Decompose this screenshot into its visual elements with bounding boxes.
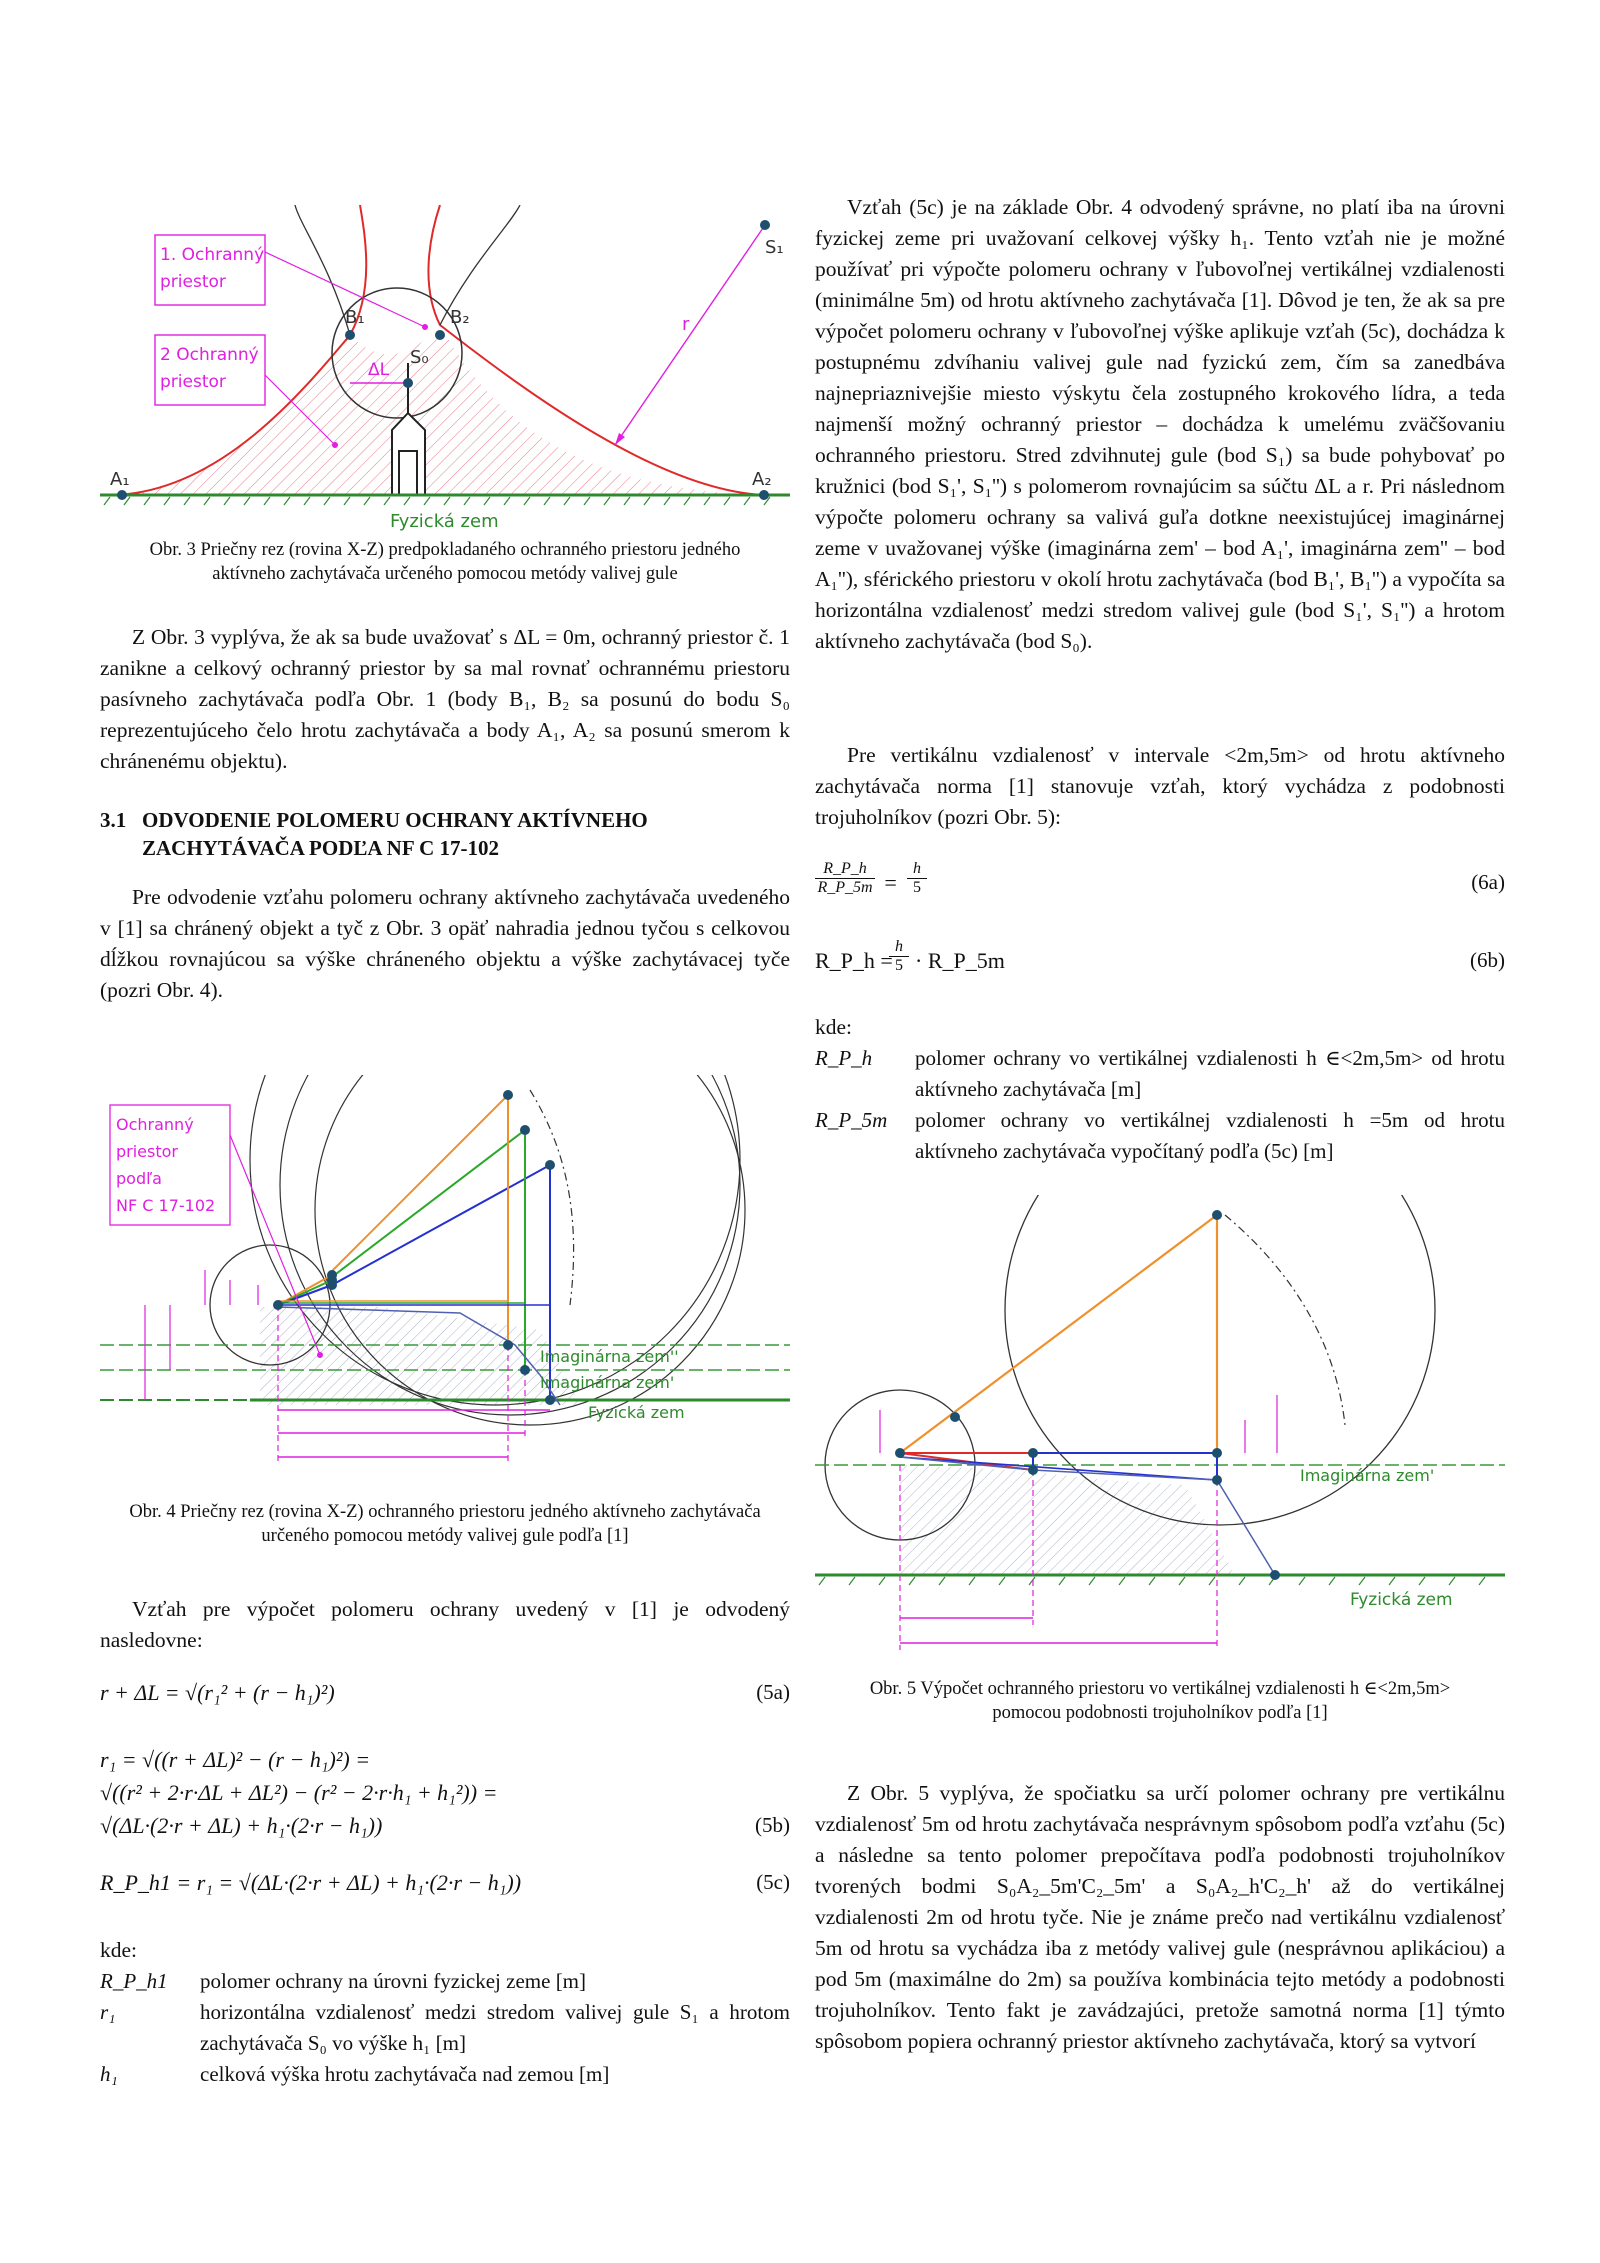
fig3-ground-label: Fyzická zem	[390, 511, 499, 532]
right-paragraph-3: Z Obr. 5 vyplýva, že spočiatku sa určí polomer ochrany pre vertikálnu vzdialenosť 5m od hrotu zachytávača nesprávnym spôsobom podľa vzťahu (5c) a následne sa tento polomer prepočítava podľa podobnosti trojuholníkov tvorených bodmi S₀A₂_5m'C₂_5m' a S₀A₂_h'C₂_h' až do vertikálnej vzdialenosti 2m od hrotu tyče. Nie je známe prečo nad vertikálnu vzdialenosť 5m od hrotu sa vychádza iba z metódy valivej gule (nesprávnou aplikáciou) a pod 5m (maximálne do 2m) sa používa kombinácia tejto metódy a podobnosti trojuholníkov. Tento fakt je zavádzajúci, pretože samotná norma [1] týmto spôsobom popiera ochranný priestor aktívneho zachytávača, ktorý sa vytvorí	[815, 1781, 1505, 2053]
fig4-label-line3: podľa	[116, 1169, 162, 1188]
def-symbol: R_P_5m	[815, 1108, 888, 1132]
fig3-label1-line1: 1. Ochranný	[160, 245, 265, 265]
right-paragraph-1: Vzťah (5c) je na základe Obr. 4 odvodený správne, no platí iba na úrovni fyzickej zeme pri uvažovaní celkovej výšky h₁. Tento vzťah nie je možné používať pri výpočte polomeru ochrany v ľubovoľnej vertikálnej vzdialenosti (minimálne 5m) od hrotu aktívneho zachytávača [1]. Dôvod je ten, že ak sa pre výpočet polomeru ochrany v ľubovoľnej výške aplikuje vzťah (5c), dochádza k postupnému zdvíhaniu valivej gule nad fyzickú zem, čím sa zanedbáva najnepriaznivejšie miesto výskytu čela zostupného krokového lídra, a teda najmenší možný ochranný priestor – dochádza k umelému zväčšovaniu ochranného priestoru. Stred zdvihnutej gule (bod S₁) sa bude pohybovať po kružnici (bod S₁', S₁'') s polomerom rovnajúcim sa súčtu ΔL a r. Pri následnom výpočte polomeru ochrany sa valivá guľa dotkne neexistujúcej imaginárnej zeme v uvažovanej výške (imaginárna zem' – bod A₁', imaginárna zem'' – bod A₁''), sférického priestoru v okolí hrotu zachytávača (bod B₁', B₁'') a vypočíta sa horizontálna vzdialenosť medzi stredom valivej gule (bod S₁', S₁'') a hrotom aktívneho zachytávača (bod S₀).	[815, 195, 1505, 653]
eq6a-denominator: R_P_5m	[817, 879, 873, 896]
equation-6a-number: (6a)	[1471, 870, 1505, 894]
fig3-point-a2: A₂	[752, 469, 772, 490]
equation-5c	[100, 1870, 790, 1896]
eq6b-num: h	[889, 938, 909, 957]
equation-5b-line2: √((r² + 2·r·ΔL + ΔL²) − (r² − 2·r·h₁ + h₁²)) =	[100, 1780, 498, 1805]
fig4-caption: Obr. 4 Priečny rez (rovina X-Z) ochranného priestoru jedného aktívneho zachytávača určeného pomocou metódy valivej gule podľa [1]	[129, 1502, 761, 1546]
fig5-caption: Obr. 5 Výpočet ochranného priestoru vo vertikálnej vzdialenosti h ∈<2m,5m> pomocou podobnosti trojuholníkov podľa [1]	[869, 1679, 1451, 1723]
fig4-imaginary-ground-1: Imaginárna zem'	[540, 1373, 675, 1392]
figure-4	[100, 1075, 790, 1495]
eq6a-fraction-right	[907, 860, 927, 897]
eq6a-equals: =	[883, 870, 898, 895]
def-symbol: h₁	[100, 2062, 118, 2086]
fig4-ground-label: Fyzická zem	[588, 1403, 685, 1422]
equation-6b	[815, 938, 1505, 994]
fig3-point-a1: A₁	[110, 469, 130, 490]
right-definitions	[815, 1043, 1505, 1173]
def-text: polomer ochrany na úrovni fyzickej zeme [m]	[200, 1969, 587, 1993]
fig4-label-line2: priestor	[116, 1142, 178, 1161]
eq6b-fraction	[889, 938, 909, 975]
equation-6a	[815, 860, 1505, 916]
equation-5b-line3: √(ΔL·(2·r + ΔL) + h₁·(2·r − h₁))	[100, 1813, 383, 1838]
equation-5b	[100, 1743, 790, 1842]
fig4-imaginary-ground-2: Imaginárna zem''	[540, 1347, 679, 1366]
fig3-label-dl: ΔL	[368, 360, 390, 380]
left-paragraph-2: Pre odvodenie vzťahu polomeru ochrany aktívneho zachytávača uvedeného v [1] sa chránený objekt a tyč z Obr. 3 opäť nahradia jednou tyčou s celkovou dĺžkou rovnajúcou sa výške chráneného objektu a výške zachytávacej tyče (pozri Obr. 4).	[100, 885, 790, 1002]
eq6a-rden: 5	[913, 879, 921, 896]
def-text: horizontálna vzdialenosť medzi stredom valivej gule S₁ a hrotom zachytávača S₀ vo výške h₁ [m]	[200, 2000, 790, 2055]
equation-5a	[100, 1680, 790, 1706]
equation-5a-formula: r + ΔL = √(r₁² + (r − h₁)²)	[100, 1680, 335, 1705]
def-symbol: r₁	[100, 2000, 116, 2024]
fig5-imaginary-ground: Imaginárna zem'	[1300, 1466, 1435, 1485]
section-number: 3.1	[100, 808, 127, 832]
eq6b-den: 5	[895, 957, 903, 974]
def-symbol: R_P_h	[815, 1046, 873, 1070]
section-title: ODVODENIE POLOMERU OCHRANY AKTÍVNEHO ZACHYTÁVAČA PODĽA NF C 17-102	[142, 808, 648, 860]
left-kde: kde:	[100, 1938, 138, 1962]
fig3-label2-line2: priestor	[160, 372, 226, 392]
fig3-label-r: r	[682, 314, 690, 335]
figure-3	[100, 205, 790, 540]
def-text: polomer ochrany vo vertikálnej vzdialenosti h =5m od hrotu aktívneho zachytávača vypočítaný podľa (5c) [m]	[915, 1108, 1505, 1163]
def-text: celková výška hrotu zachytávača nad zemou [m]	[200, 2062, 610, 2086]
left-paragraph-3: Vzťah pre výpočet polomeru ochrany uvedený v [1] je odvodený nasledovne:	[100, 1597, 790, 1652]
fig4-label-line1: Ochranný	[116, 1115, 194, 1134]
eq6b-right: · R_P_5m	[915, 948, 1005, 973]
eq6b-left: R_P_h =	[815, 948, 893, 973]
left-paragraph-1: Z Obr. 3 vyplýva, že ak sa bude uvažovať s ΔL = 0m, ochranný priestor č. 1 zanikne a celkový ochranný priestor by sa mal rovnať ochrannému priestoru pasívneho zachytávača podľa Obr. 1 (body B₁, B₂ sa posunú do bodu S₀ reprezentujúceho čelo hrotu zachytávača a body A₁, A₂ sa posunú smerom k chránenému objektu).	[100, 625, 790, 773]
fig3-point-s1: S₁	[765, 237, 784, 258]
equation-5c-formula: R_P_h1 = r₁ = √(ΔL·(2·r + ΔL) + h₁·(2·r − h₁))	[100, 1870, 522, 1895]
fig3-label2-line1: 2 Ochranný	[160, 345, 259, 365]
figure-5	[815, 1195, 1505, 1665]
equation-6b-number: (6b)	[1470, 948, 1505, 972]
equation-5b-number: (5b)	[755, 1813, 790, 1837]
right-paragraph-2: Pre vertikálnu vzdialenosť v intervale <2m,5m> od hrotu aktívneho zachytávača norma [1] stanovuje vzťah, ktorý vychádza z podobnosti trojuholníkov (pozri Obr. 5):	[815, 743, 1505, 829]
right-kde: kde:	[815, 1015, 853, 1039]
fig3-caption: Obr. 3 Priečny rez (rovina X-Z) predpokladaného ochranného priestoru jedného aktívneho zachytávača určeného pomocou metódy valivej gule	[149, 540, 741, 584]
fig3-point-s0: S₀	[410, 347, 429, 368]
equation-5b-line1: r₁ = √((r + ΔL)² − (r − h₁)²) =	[100, 1747, 371, 1772]
fig4-label-line4: NF C 17-102	[116, 1196, 216, 1215]
fig3-point-b1: B₁	[345, 307, 365, 328]
equation-5a-number: (5a)	[756, 1680, 790, 1704]
def-symbol: R_P_h1	[100, 1969, 168, 1993]
eq6a-fraction-left	[815, 860, 875, 897]
eq6a-rnum: h	[907, 860, 927, 879]
left-definitions	[100, 1966, 790, 2116]
fig3-label1-line2: priestor	[160, 272, 226, 292]
fig3-point-b2: B₂	[450, 307, 470, 328]
def-text: polomer ochrany vo vertikálnej vzdialenosti h ∈<2m,5m> od hrotu aktívneho zachytávača [m]	[915, 1046, 1505, 1101]
eq6a-numerator: R_P_h	[815, 860, 875, 879]
equation-5c-number: (5c)	[756, 1870, 790, 1894]
fig5-ground-label: Fyzická zem	[1350, 1590, 1453, 1610]
